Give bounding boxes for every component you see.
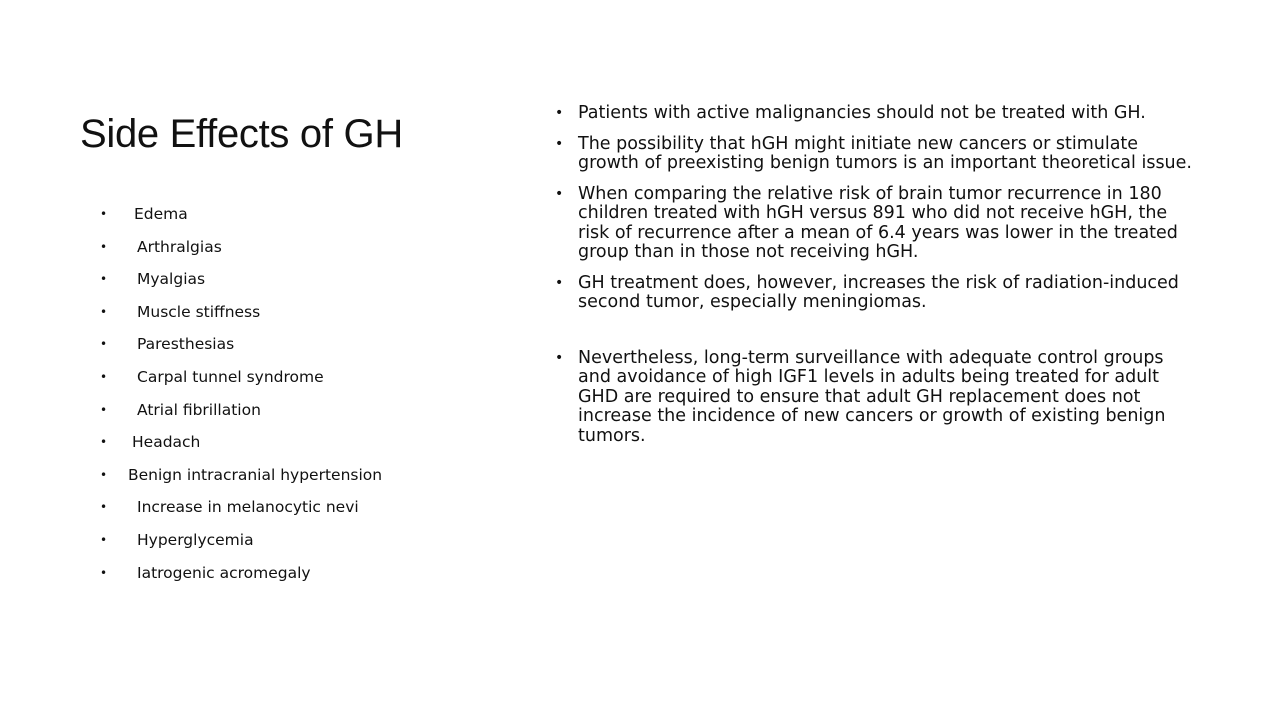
bullet-icon: • bbox=[100, 500, 108, 515]
list-item-text: Myalgias bbox=[137, 270, 206, 289]
list-item-text: Arthralgias bbox=[137, 237, 222, 256]
list-item-text: Muscle stiffness bbox=[137, 302, 261, 321]
bullet-icon: • bbox=[100, 239, 108, 254]
list-item-text: Atrial fibrillation bbox=[137, 400, 261, 419]
list-item-text: Nevertheless, long-term surveillance with adequate control groups and avoidance of high IGF1 levels in adults being treated for adult GHD are required to ensure that adult GH replacement does not increase the incidence of new cancers or growth of existing benign tumors. bbox=[578, 347, 1166, 446]
list-item bbox=[100, 369, 400, 386]
bullet-icon: • bbox=[555, 135, 564, 152]
discussion-list bbox=[555, 104, 1195, 457]
list-item-text: When comparing the relative risk of brain tumor recurrence in 180 children treated with hGH versus 891 who did not receive hGH, the risk of recurrence after a mean of 6.4 years was lower in the treated group than in those not receiving hGH. bbox=[578, 183, 1178, 262]
list-item bbox=[555, 349, 1195, 447]
bullet-icon: • bbox=[100, 272, 108, 287]
list-item bbox=[100, 402, 400, 419]
list-item bbox=[100, 532, 400, 549]
bullet-icon: • bbox=[555, 105, 564, 121]
list-item bbox=[555, 274, 1195, 313]
list-item-text: The possibility that hGH might initiate new cancers or stimulate growth of preexisting benign tumors is an important theoretical issue. bbox=[578, 133, 1192, 173]
list-item bbox=[100, 434, 400, 451]
list-item-text: Paresthesias bbox=[137, 335, 235, 354]
bullet-icon: • bbox=[100, 467, 108, 482]
bullet-icon: • bbox=[555, 349, 564, 366]
bullet-icon: • bbox=[555, 185, 564, 202]
bullet-icon: • bbox=[100, 369, 108, 384]
list-item-text: Benign intracranial hypertension bbox=[128, 465, 383, 484]
list-item-text: Patients with active malignancies should not be treated with GH. bbox=[578, 103, 1146, 123]
list-item-text: Edema bbox=[134, 205, 188, 223]
list-item bbox=[100, 271, 400, 288]
list-item-text: Hyperglycemia bbox=[137, 530, 254, 549]
list-item-text: GH treatment does, however, increases the risk of radiation-induced second tumor, especially meningiomas. bbox=[578, 272, 1179, 312]
bullet-icon: • bbox=[100, 565, 108, 580]
bullet-icon: • bbox=[100, 532, 108, 547]
list-item bbox=[100, 304, 400, 321]
bullet-icon: • bbox=[100, 337, 108, 352]
bullet-icon: • bbox=[100, 402, 108, 417]
slide-title: Side Effects of GH bbox=[80, 112, 403, 156]
list-item-text: Carpal tunnel syndrome bbox=[137, 367, 324, 386]
bullet-icon: • bbox=[100, 435, 108, 450]
list-item bbox=[555, 185, 1195, 263]
list-item bbox=[100, 336, 400, 353]
list-item bbox=[100, 239, 400, 256]
list-item bbox=[100, 467, 400, 484]
list-item bbox=[555, 135, 1195, 174]
bullet-icon: • bbox=[555, 274, 564, 291]
list-item bbox=[555, 104, 1195, 124]
side-effects-list bbox=[100, 206, 400, 597]
list-item bbox=[100, 499, 400, 516]
list-item bbox=[100, 206, 400, 223]
bullet-icon: • bbox=[100, 207, 108, 221]
list-item-text: Iatrogenic acromegaly bbox=[137, 563, 311, 582]
list-item-text: Increase in melanocytic nevi bbox=[137, 498, 359, 517]
list-item bbox=[100, 565, 400, 582]
list-item-text: Headach bbox=[132, 433, 201, 452]
bullet-icon: • bbox=[100, 304, 108, 319]
